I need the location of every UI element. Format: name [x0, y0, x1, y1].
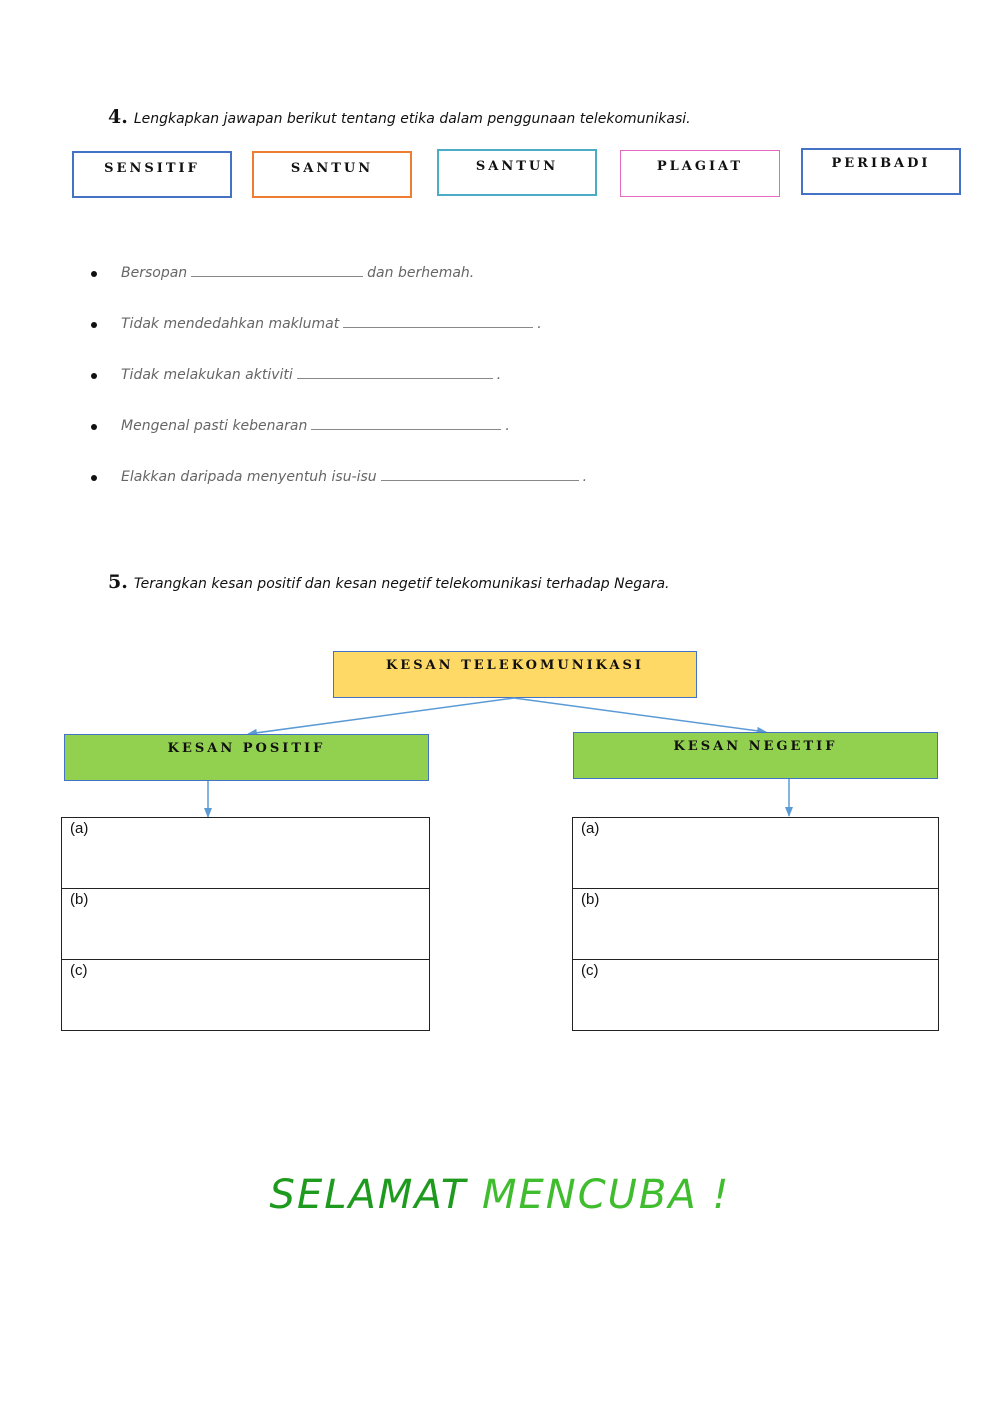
word-box-peribadi[interactable]: PERIBADI [801, 148, 961, 195]
table-row [62, 960, 430, 1031]
answer-cell-a[interactable]: (a) [573, 818, 939, 889]
positive-box: KESAN POSITIF [64, 734, 429, 781]
table-row [573, 889, 939, 960]
positive-answer-table [61, 817, 430, 1031]
arrow-to-positive [248, 698, 514, 734]
answer-cell-a[interactable]: (a) [62, 818, 430, 889]
item-text-end: . [582, 469, 588, 485]
root-box-kesan-telekomunikasi: KESAN TELEKOMUNIKASI [333, 651, 697, 698]
question-5-number: 5. [108, 571, 128, 593]
answer-cell-c[interactable]: (c) [62, 960, 430, 1031]
answer-cell-b[interactable]: (b) [62, 889, 430, 960]
question-5-text: Terangkan kesan positif dan kesan negetif telekomunikasi terhadap Negara. [133, 576, 670, 592]
negative-answer-table [572, 817, 939, 1031]
item-text: Mengenal pasti kebenaran [121, 418, 308, 434]
item-text-end: . [496, 367, 502, 383]
question-4-number: 4. [108, 106, 128, 128]
answer-cell-c[interactable]: (c) [573, 960, 939, 1031]
table-row [62, 889, 430, 960]
arrow-to-negative [514, 698, 766, 732]
item-text: Elakkan daripada menyentuh isu-isu [121, 469, 377, 485]
question-4-text: Lengkapkan jawapan berikut tentang etika dalam penggunaan telekomunikasi. [133, 111, 691, 127]
closing-word-2: MENCUBA ! [481, 1172, 731, 1218]
closing-message [0, 1172, 1000, 1218]
word-box-sensitif[interactable]: SENSITIF [72, 151, 232, 198]
answer-cell-b[interactable]: (b) [573, 889, 939, 960]
table-row [573, 960, 939, 1031]
word-box-santun[interactable]: SANTUN [252, 151, 412, 198]
word-box-plagiat[interactable]: PLAGIAT [620, 150, 780, 197]
item-text: Bersopan [121, 265, 188, 281]
item-text-end: . [537, 316, 542, 332]
table-row [573, 818, 939, 889]
item-text-end: . [505, 418, 510, 434]
table-row [62, 818, 430, 889]
word-box-santun-2[interactable]: SANTUN [437, 149, 597, 196]
negative-box: KESAN NEGETIF [573, 732, 938, 779]
closing-word-1: SELAMAT [269, 1172, 468, 1218]
item-text: Tidak mendedahkan maklumat [121, 316, 340, 332]
item-text-end: dan berhemah. [367, 265, 475, 281]
item-text: Tidak melakukan aktiviti [121, 367, 293, 383]
